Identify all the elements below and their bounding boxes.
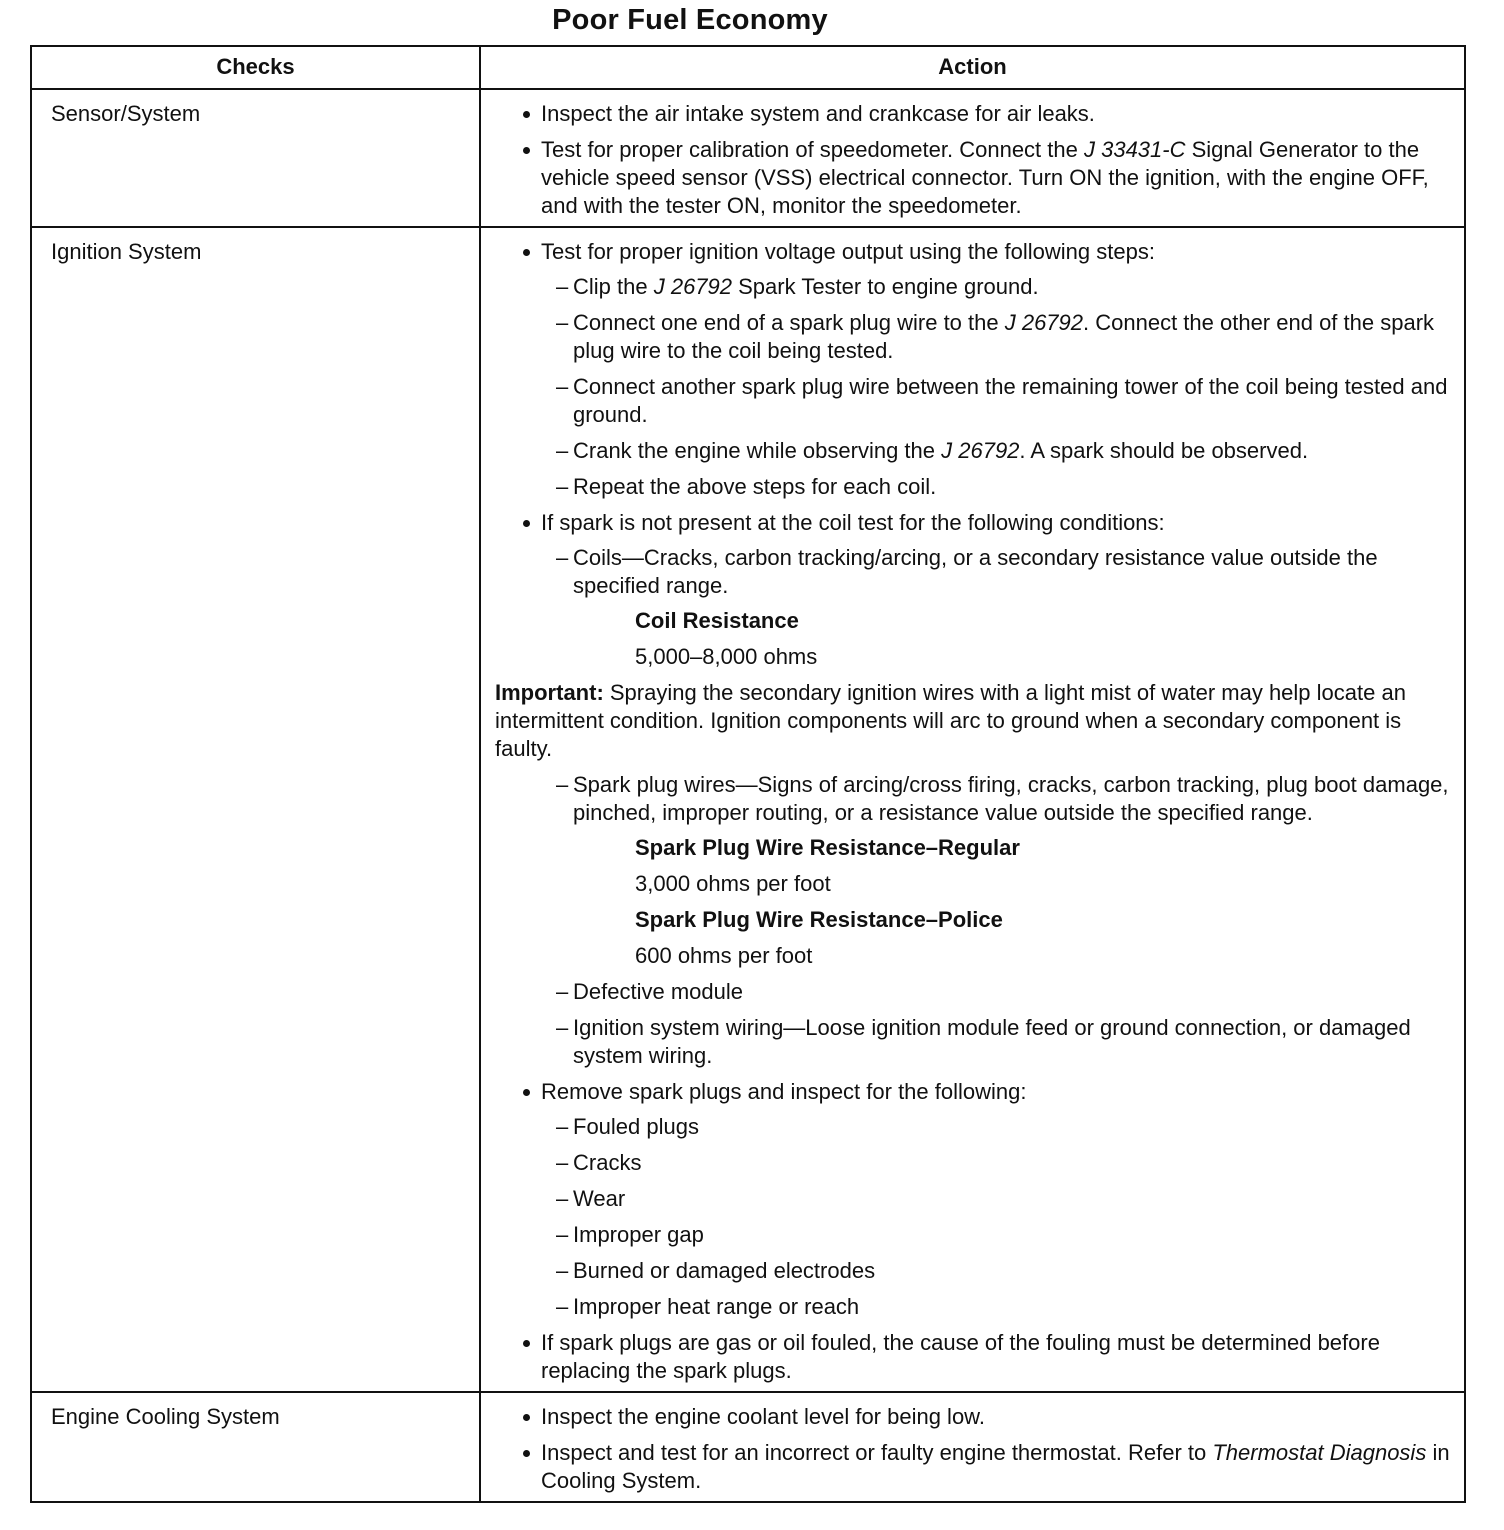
list-item: – Crank the engine while observing the J 26792. A spark should be observed. bbox=[541, 437, 1450, 465]
list-item: – Burned or damaged electrodes bbox=[541, 1257, 1450, 1285]
action-header: Action bbox=[480, 46, 1465, 89]
action-cell bbox=[480, 1392, 1465, 1502]
table-row bbox=[31, 227, 1465, 1392]
list-item: – Fouled plugs bbox=[541, 1113, 1450, 1141]
list-item: Inspect the engine coolant level for being low. bbox=[495, 1403, 1450, 1431]
bullet-list bbox=[495, 1403, 1450, 1495]
list-item: – Clip the J 26792 Spark Tester to engine ground. bbox=[541, 273, 1450, 301]
list-item: Test for proper ignition voltage output using the following steps: – Clip the J 26792 Spark Tester to engine ground. – Connect one end of a spark plug wire to the J 26792. Connect the other end of the spark plug wire to the coil being tested. – Connect another spark plug wire between the remaining tower of the coil being tested and ground. – Crank the engine while observing the J 26792. A spark should be observed. – Repeat the above steps for each coil. bbox=[495, 238, 1450, 501]
tool-reference: J 33431-C bbox=[1083, 137, 1186, 162]
check-cell: Ignition System bbox=[31, 227, 480, 1392]
sub-list bbox=[541, 771, 1450, 1070]
important-label: Important: bbox=[495, 680, 604, 705]
tool-reference: J 26792 bbox=[1004, 310, 1084, 335]
list-item: – Cracks bbox=[541, 1149, 1450, 1177]
bullet-list bbox=[495, 238, 1450, 671]
sub-list bbox=[541, 1113, 1450, 1321]
list-item: Inspect the air intake system and crankcase for air leaks. bbox=[495, 100, 1450, 128]
table-row bbox=[31, 89, 1465, 227]
list-item: – Connect one end of a spark plug wire to the J 26792. Connect the other end of the spark plug wire to the coil being tested. bbox=[541, 309, 1450, 365]
spec-value: 3,000 ohms per foot bbox=[635, 871, 831, 896]
coil-resistance-spec bbox=[573, 607, 1450, 671]
diagnosis-table bbox=[30, 45, 1466, 1503]
page-title: Poor Fuel Economy bbox=[552, 4, 828, 36]
check-cell: Engine Cooling System bbox=[31, 1392, 480, 1502]
list-item: – Defective module bbox=[541, 978, 1450, 1006]
spec-value: 5,000–8,000 ohms bbox=[635, 644, 818, 669]
list-item: – Improper heat range or reach bbox=[541, 1293, 1450, 1321]
list-item: – Coils—Cracks, carbon tracking/arcing, or a secondary resistance value outside the specified range. Coil Resistance 5,000–8,000 ohms bbox=[541, 544, 1450, 671]
list-item: – Ignition system wiring—Loose ignition module feed or ground connection, or damaged system wiring. bbox=[541, 1014, 1450, 1070]
tool-reference: J 26792 bbox=[941, 438, 1020, 463]
sub-list bbox=[541, 544, 1450, 671]
wire-resistance-spec bbox=[573, 834, 1450, 970]
list-item: Test for proper calibration of speedometer. Connect the J 33431-C Signal Generator to the vehicle speed sensor (VSS) electrical connector. Turn ON the ignition, with the engine OFF, and with the tester ON, monitor the speedometer. bbox=[495, 136, 1450, 220]
bullet-list bbox=[495, 1078, 1450, 1385]
list-item: – Improper gap bbox=[541, 1221, 1450, 1249]
action-cell bbox=[480, 89, 1465, 227]
list-item: If spark is not present at the coil test for the following conditions: – Coils—Cracks, carbon tracking/arcing, or a secondary resistance value outside the specified range. Coil Resistance 5,000–8,000 ohms bbox=[495, 509, 1450, 671]
list-item: If spark plugs are gas or oil fouled, the cause of the fouling must be determined before replacing the spark plugs. bbox=[495, 1329, 1450, 1385]
section-reference: Thermostat Diagnosis bbox=[1212, 1440, 1427, 1465]
list-item: – Spark plug wires—Signs of arcing/cross firing, cracks, carbon tracking, plug boot damage, pinched, improper routing, or a resistance value outside the specified range. Spark Plug Wire Resistance–Regular 3,000 ohms per foot Spark Plug Wire Resistance–Police 600 ohms per foot bbox=[541, 771, 1450, 970]
bullet-list bbox=[495, 100, 1450, 220]
action-cell bbox=[480, 227, 1465, 1392]
checks-header: Checks bbox=[31, 46, 480, 89]
header-row bbox=[31, 46, 1465, 89]
list-item: Remove spark plugs and inspect for the following: – Fouled plugs – Cracks – Wear – Improper gap – Burned or damaged electrodes – Improper heat range or reach bbox=[495, 1078, 1450, 1321]
tool-reference: J 26792 bbox=[653, 274, 733, 299]
list-item: Inspect and test for an incorrect or faulty engine thermostat. Refer to Thermostat Diagnosis in Cooling System. bbox=[495, 1439, 1450, 1495]
list-item: – Repeat the above steps for each coil. bbox=[541, 473, 1450, 501]
spec-label: Coil Resistance bbox=[635, 608, 799, 633]
spec-label: Spark Plug Wire Resistance–Regular bbox=[635, 835, 1020, 860]
important-note: Important: Spraying the secondary ignition wires with a light mist of water may help locate an intermittent condition. Ignition components will arc to ground when a secondary component is faulty. bbox=[495, 680, 1406, 761]
spec-label: Spark Plug Wire Resistance–Police bbox=[635, 907, 1003, 932]
check-cell: Sensor/System bbox=[31, 89, 480, 227]
sub-list bbox=[541, 273, 1450, 501]
list-item: – Connect another spark plug wire between the remaining tower of the coil being tested and ground. bbox=[541, 373, 1450, 429]
list-item: – Wear bbox=[541, 1185, 1450, 1213]
spec-value: 600 ohms per foot bbox=[635, 943, 813, 968]
table-row bbox=[31, 1392, 1465, 1502]
